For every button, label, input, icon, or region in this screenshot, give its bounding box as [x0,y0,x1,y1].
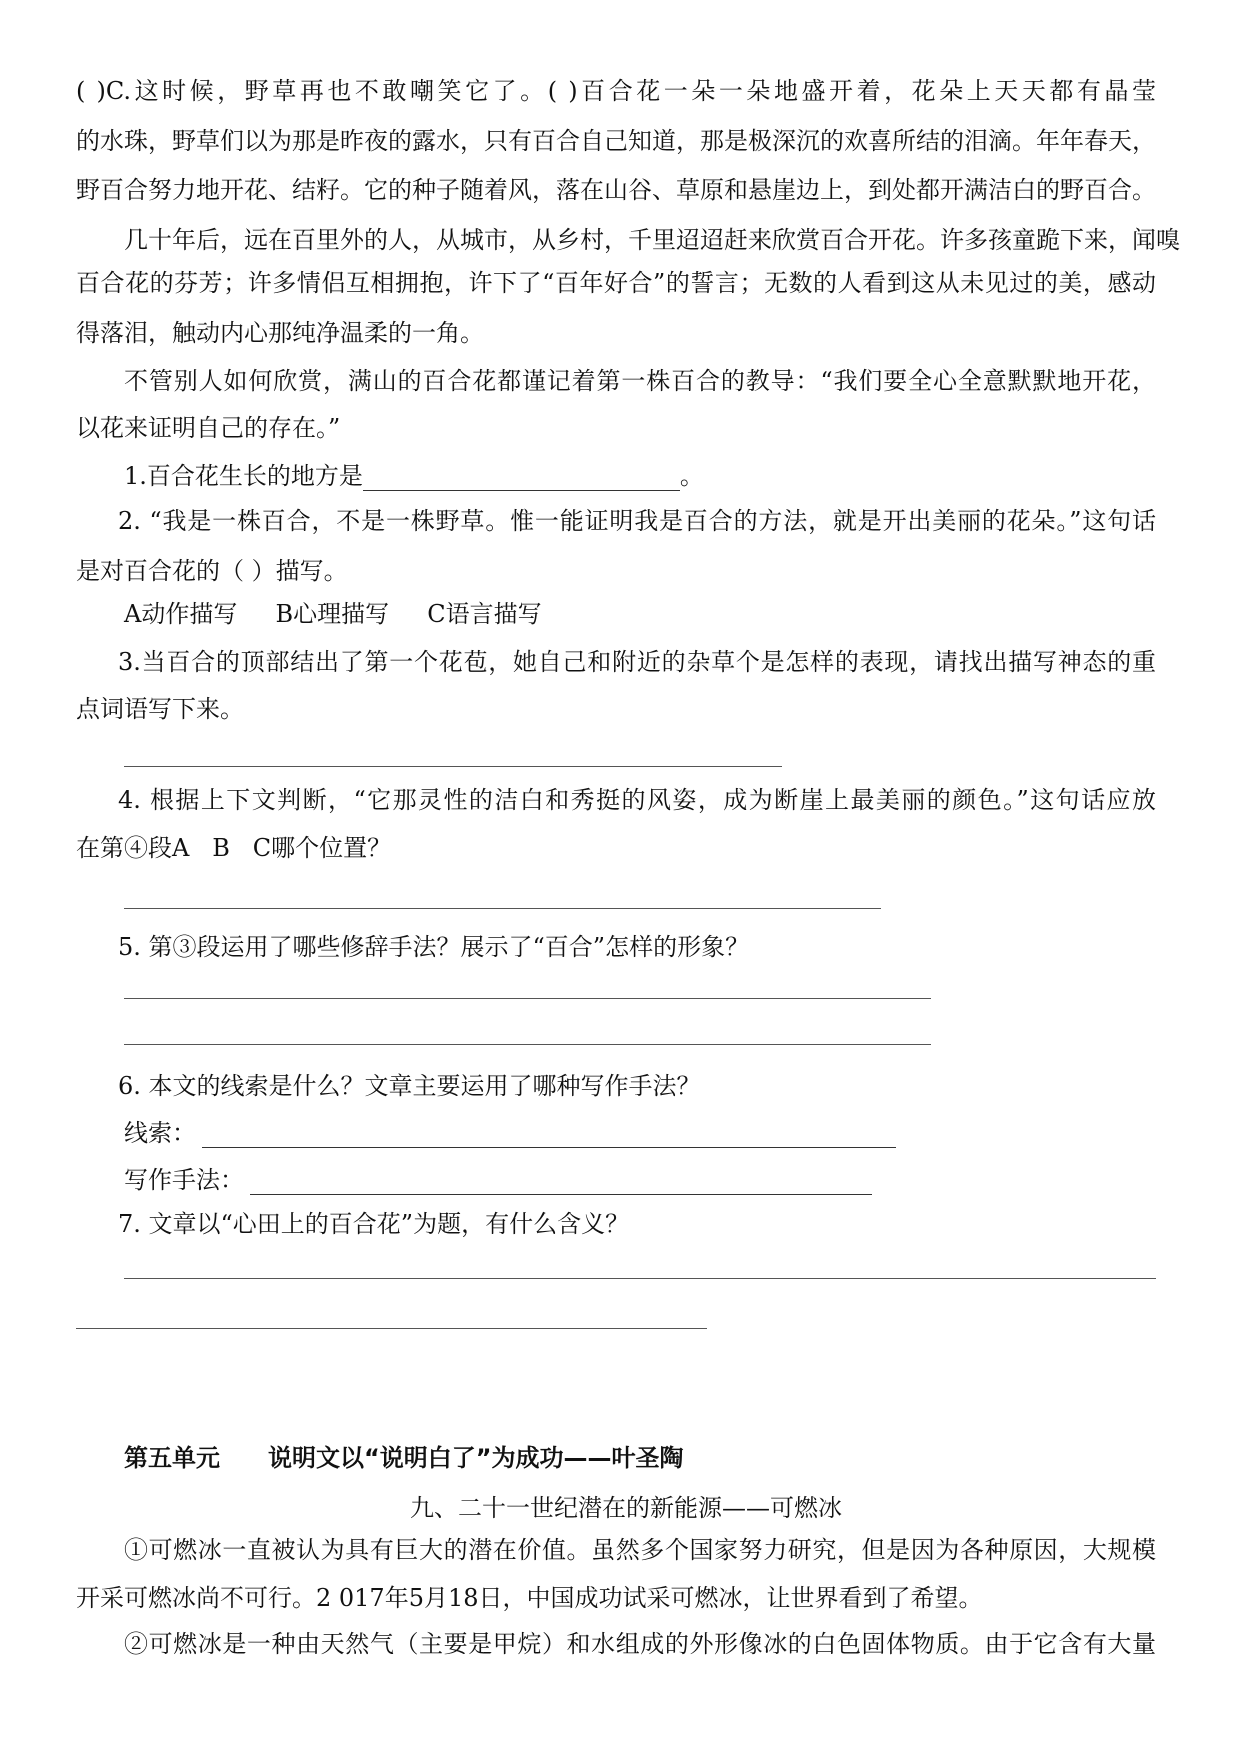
lesson-title: 九、二十一世纪潜在的新能源——可燃冰 [410,1494,842,1522]
text-line: 不管别人如何欣赏，满山的百合花都谨记着第一株百合的教导：“我们要全心全意默默地开花， [124,367,1156,395]
text-line: 的水珠，野草们以为那是昨夜的露水，只有百合自己知道，那是极深沉的欢喜所结的泪滴。年年春天， [76,127,1156,155]
punctuation: 。 [679,462,704,490]
text-line: 百合花的芬芳；许多情侣互相拥抱，许下了“百年好合”的誓言；无数的人看到这从未见过的美，感动 [76,269,1156,297]
question-2-line: 是对百合花的（ ）描写。 [76,557,348,585]
question-2-options: A动作描写 B心理描写 C语言描写 [124,600,542,628]
question-4-line: 在第④段A B C哪个位置？ [76,834,392,862]
clue-row [124,1118,1204,1148]
text-line: 以花来证明自己的存在。” [76,414,341,442]
answer-line[interactable] [124,1278,1156,1279]
answer-blank[interactable] [363,466,680,491]
question-6: 6. 本文的线索是什么？文章主要运用了哪种写作手法？ [118,1072,701,1100]
text-line: 几十年后，远在百里外的人，从城市，从乡村，千里迢迢赶来欣赏百合开花。许多孩童跪下来，闻嗅 [124,226,1180,254]
method-label: 写作手法： [124,1166,244,1194]
unit-number: 第五单元 [124,1444,220,1472]
text-line: ( )C.这时候，野草再也不敢嘲笑它了。( )百合花一朵一朵地盛开着，花朵上天天都有晶莹 [76,77,1156,105]
answer-line[interactable] [124,998,931,999]
text-line: ②可燃冰是一种由天然气（主要是甲烷）和水组成的外形像冰的白色固体物质。由于它含有大量 [124,1630,1156,1658]
answer-line[interactable] [124,1044,931,1045]
question-text: 1.百合花生长的地方是 [124,462,363,490]
text-line: ①可燃冰一直被认为具有巨大的潜在价值。虽然多个国家努力研究，但是因为各种原因，大规模 [124,1536,1156,1564]
question-4-line: 4. 根据上下文判断，“它那灵性的洁白和秀挺的风姿，成为断崖上最美丽的颜色。”这句话应放 [118,786,1156,814]
unit-heading [124,1443,1204,1473]
text-line: 野百合努力地开花、结籽。它的种子随着风，落在山谷、草原和悬崖边上，到处都开满洁白的野百合。 [76,176,1156,204]
clue-label: 线索： [124,1119,196,1147]
question-7: 7. 文章以“心田上的百合花”为题，有什么含义？ [118,1210,630,1238]
answer-line[interactable] [76,1328,707,1329]
question-2-line: 2. “我是一株百合，不是一株野草。惟一能证明我是百合的方法，就是开出美丽的花朵。”这句话 [118,507,1156,535]
question-3-line: 点词语写下来。 [76,695,244,723]
text-line: 得落泪，触动内心那纯净温柔的一角。 [76,319,484,347]
unit-title: 说明文以“说明白了”为成功——叶圣陶 [268,1444,684,1472]
text-line: 开采可燃冰尚不可行。2 017年5月18日，中国成功试采可燃冰，让世界看到了希望。 [76,1584,983,1612]
method-answer-line[interactable] [250,1170,872,1195]
question-3-line: 3.当百合的顶部结出了第一个花苞，她自己和附近的杂草个是怎样的表现，请找出描写神态的重 [118,648,1156,676]
method-row [124,1165,1204,1195]
answer-line[interactable] [124,766,782,767]
answer-line[interactable] [124,908,881,909]
question-1 [124,461,1156,491]
question-5: 5. 第③段运用了哪些修辞手法？展示了“百合”怎样的形象？ [118,933,750,961]
clue-answer-line[interactable] [202,1123,896,1148]
